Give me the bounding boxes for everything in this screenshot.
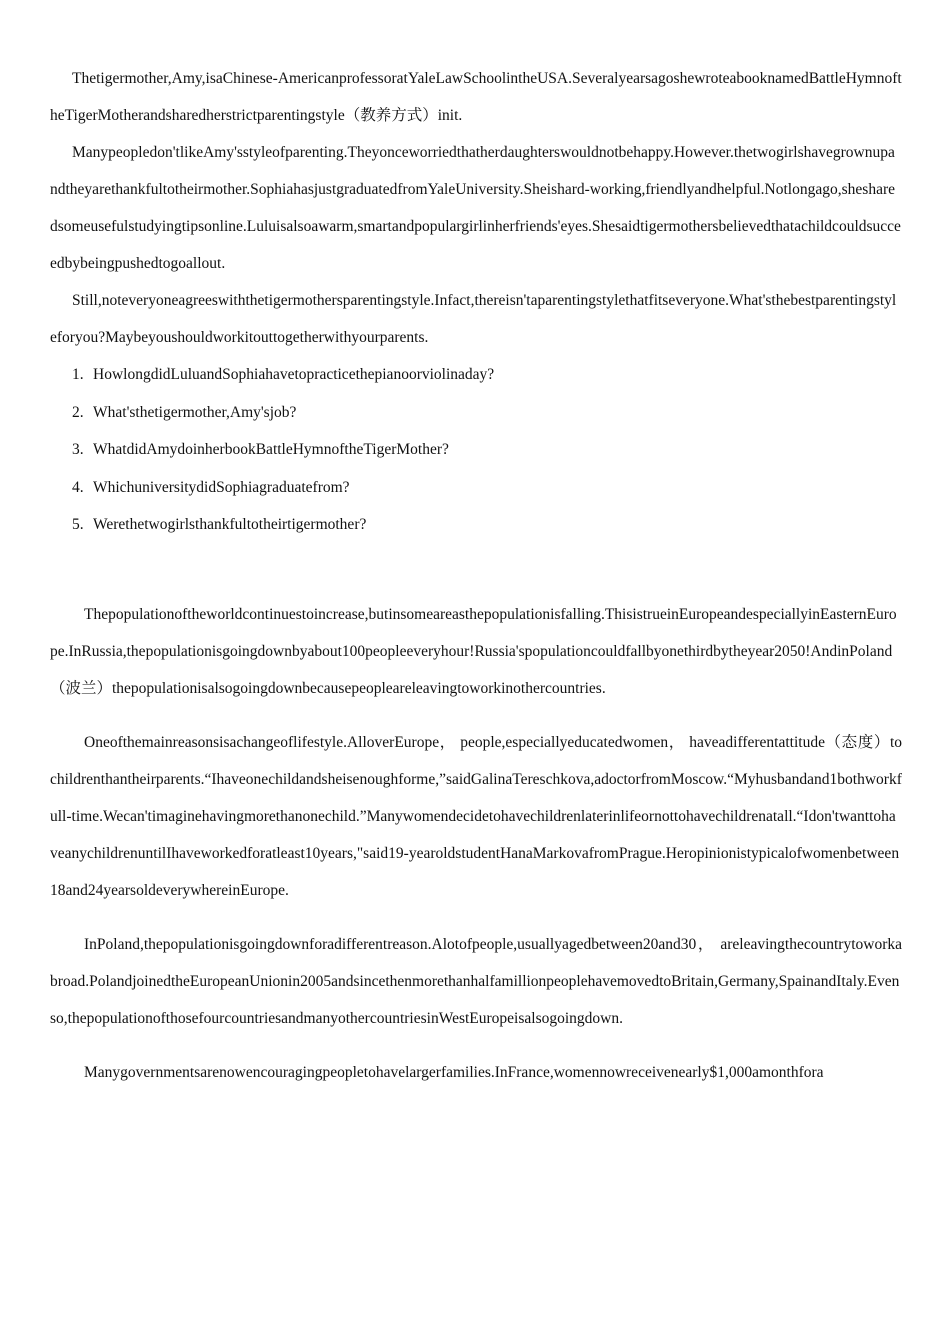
question-item (50, 394, 902, 432)
question-item (50, 469, 902, 507)
question-item (50, 506, 902, 544)
paragraph-spacer (50, 707, 902, 724)
document-page (50, 60, 902, 1091)
passage1-paragraph-3: Still,noteveryoneagreeswiththetigermothersparentingstyle.Infact,thereisn'taparentingstylethatfitseveryone.What'sthebestparentingstyleforyou?Maybeyoushouldworkitouttogetherwithyourparents. (50, 292, 897, 346)
paragraph-spacer (50, 909, 902, 926)
paragraph-spacer (50, 1037, 902, 1054)
question-text: What'sthetigermother,Amy'sjob? (93, 403, 297, 421)
question-text: Werethetwogirlsthankfultotheirtigermother? (93, 516, 367, 533)
passage2-paragraph-3: InPoland,thepopulationisgoingdownforadifferentreason.Alotofpeople,usuallyagedbetween20and30， areleavingthecountrytoworkabroad.PolandjoinedtheEuropeanUnionin2005andsincethenmorethanhalfamillionpeoplehavemovedtoBritain,Germany,SpainandItaly.Evenso,thepopulationofthosefourcountriesandmanyothercountriesinWestEuropeisalsogoingdown. (50, 935, 902, 1027)
question-number: 1. (72, 366, 84, 383)
question-number: 3. (72, 441, 84, 458)
question-text: WhatdidAmydoinherbookBattleHymnoftheTigerMother? (93, 441, 449, 458)
passage2-paragraph-1: Thepopulationoftheworldcontinuestoincrease,butinsomeareasthepopulationisfalling.ThisistrueinEuropeandespeciallyinEasternEurope.InRussia,thepopulationisgoingdownbyabout100peopleeveryhour!Russia'spopulationcouldfallbyonethirdbytheyear2050!AndinPoland（波兰）thepopulationisalsogoingdownbecausepeopleareleavingtoworkinothercountries. (50, 605, 897, 697)
passage2-paragraph-2: Oneofthemainreasonsisachangeoflifestyle.AlloverEurope， people,especiallyeducatedwomen， haveadifferentattitude（态度）tochildrenthantheirparents.“Ihaveonechildandsheisenoughforme,”saidGalinaTereschkova,adoctorfromMoscow.“Myhusbandand1bothworkfull-time.Wecan'timaginehavingmorethanonechild.”Manywomendecidetohavechildrenlaterinlifeornottohavechildrenatall.“Idon'twanttohaveanychildrenuntilIhaveworkedforatleast10years,"said19-yearoldstudentHanaMarkovafromPrague.Heropinionistypicalofwomenbetween18and24yearsoldeverywhereinEurope. (50, 733, 902, 899)
passage-tiger-mother (50, 60, 902, 544)
section-spacer (50, 544, 902, 596)
passage1-paragraph-2: Manypeopledon'tlikeAmy'sstyleofparenting.Theyonceworriedthatherdaughterswouldnotbehappy.However.thetwogirlshavegrownupandtheyarethankfultotheirmother.SophiahasjustgraduatedfromYaleUniversity.Sheishard-working,friendlyandhelpful.Notlongago,shesharedsomeusefulstudyingtipsonline.Luluisalsoawarm,smartandpopulargirlinherfriends'eyes.Shesaidtigermothersbelievedthatachildcouldsucceedbybeingpushedtogoallout. (50, 144, 901, 272)
question-number: 4. (72, 478, 84, 496)
passage1-paragraph-1: Thetigermother,Amy,isaChinese-AmericanprofessoratYaleLawSchoolintheUSA.SeveralyearsagoshewroteabooknamedBattleHymnoftheTigerMotherandsharedherstrictparentingstyle（教养方式）init. (50, 70, 902, 124)
question-list (50, 356, 902, 544)
passage-population (50, 596, 902, 1091)
question-item (50, 431, 902, 469)
passage2-paragraph-4: Manygovernmentsarenowencouragingpeopletohavelargerfamilies.InFrance,womennowreceivenearly$1,000amonthfora (84, 1063, 824, 1081)
question-item (50, 356, 902, 394)
question-number: 2. (72, 403, 84, 421)
question-text: HowlongdidLuluandSophiahavetopracticethepianoorviolinaday? (93, 366, 495, 383)
question-text: WhichuniversitydidSophiagraduatefrom? (93, 478, 350, 496)
question-number: 5. (72, 516, 84, 533)
